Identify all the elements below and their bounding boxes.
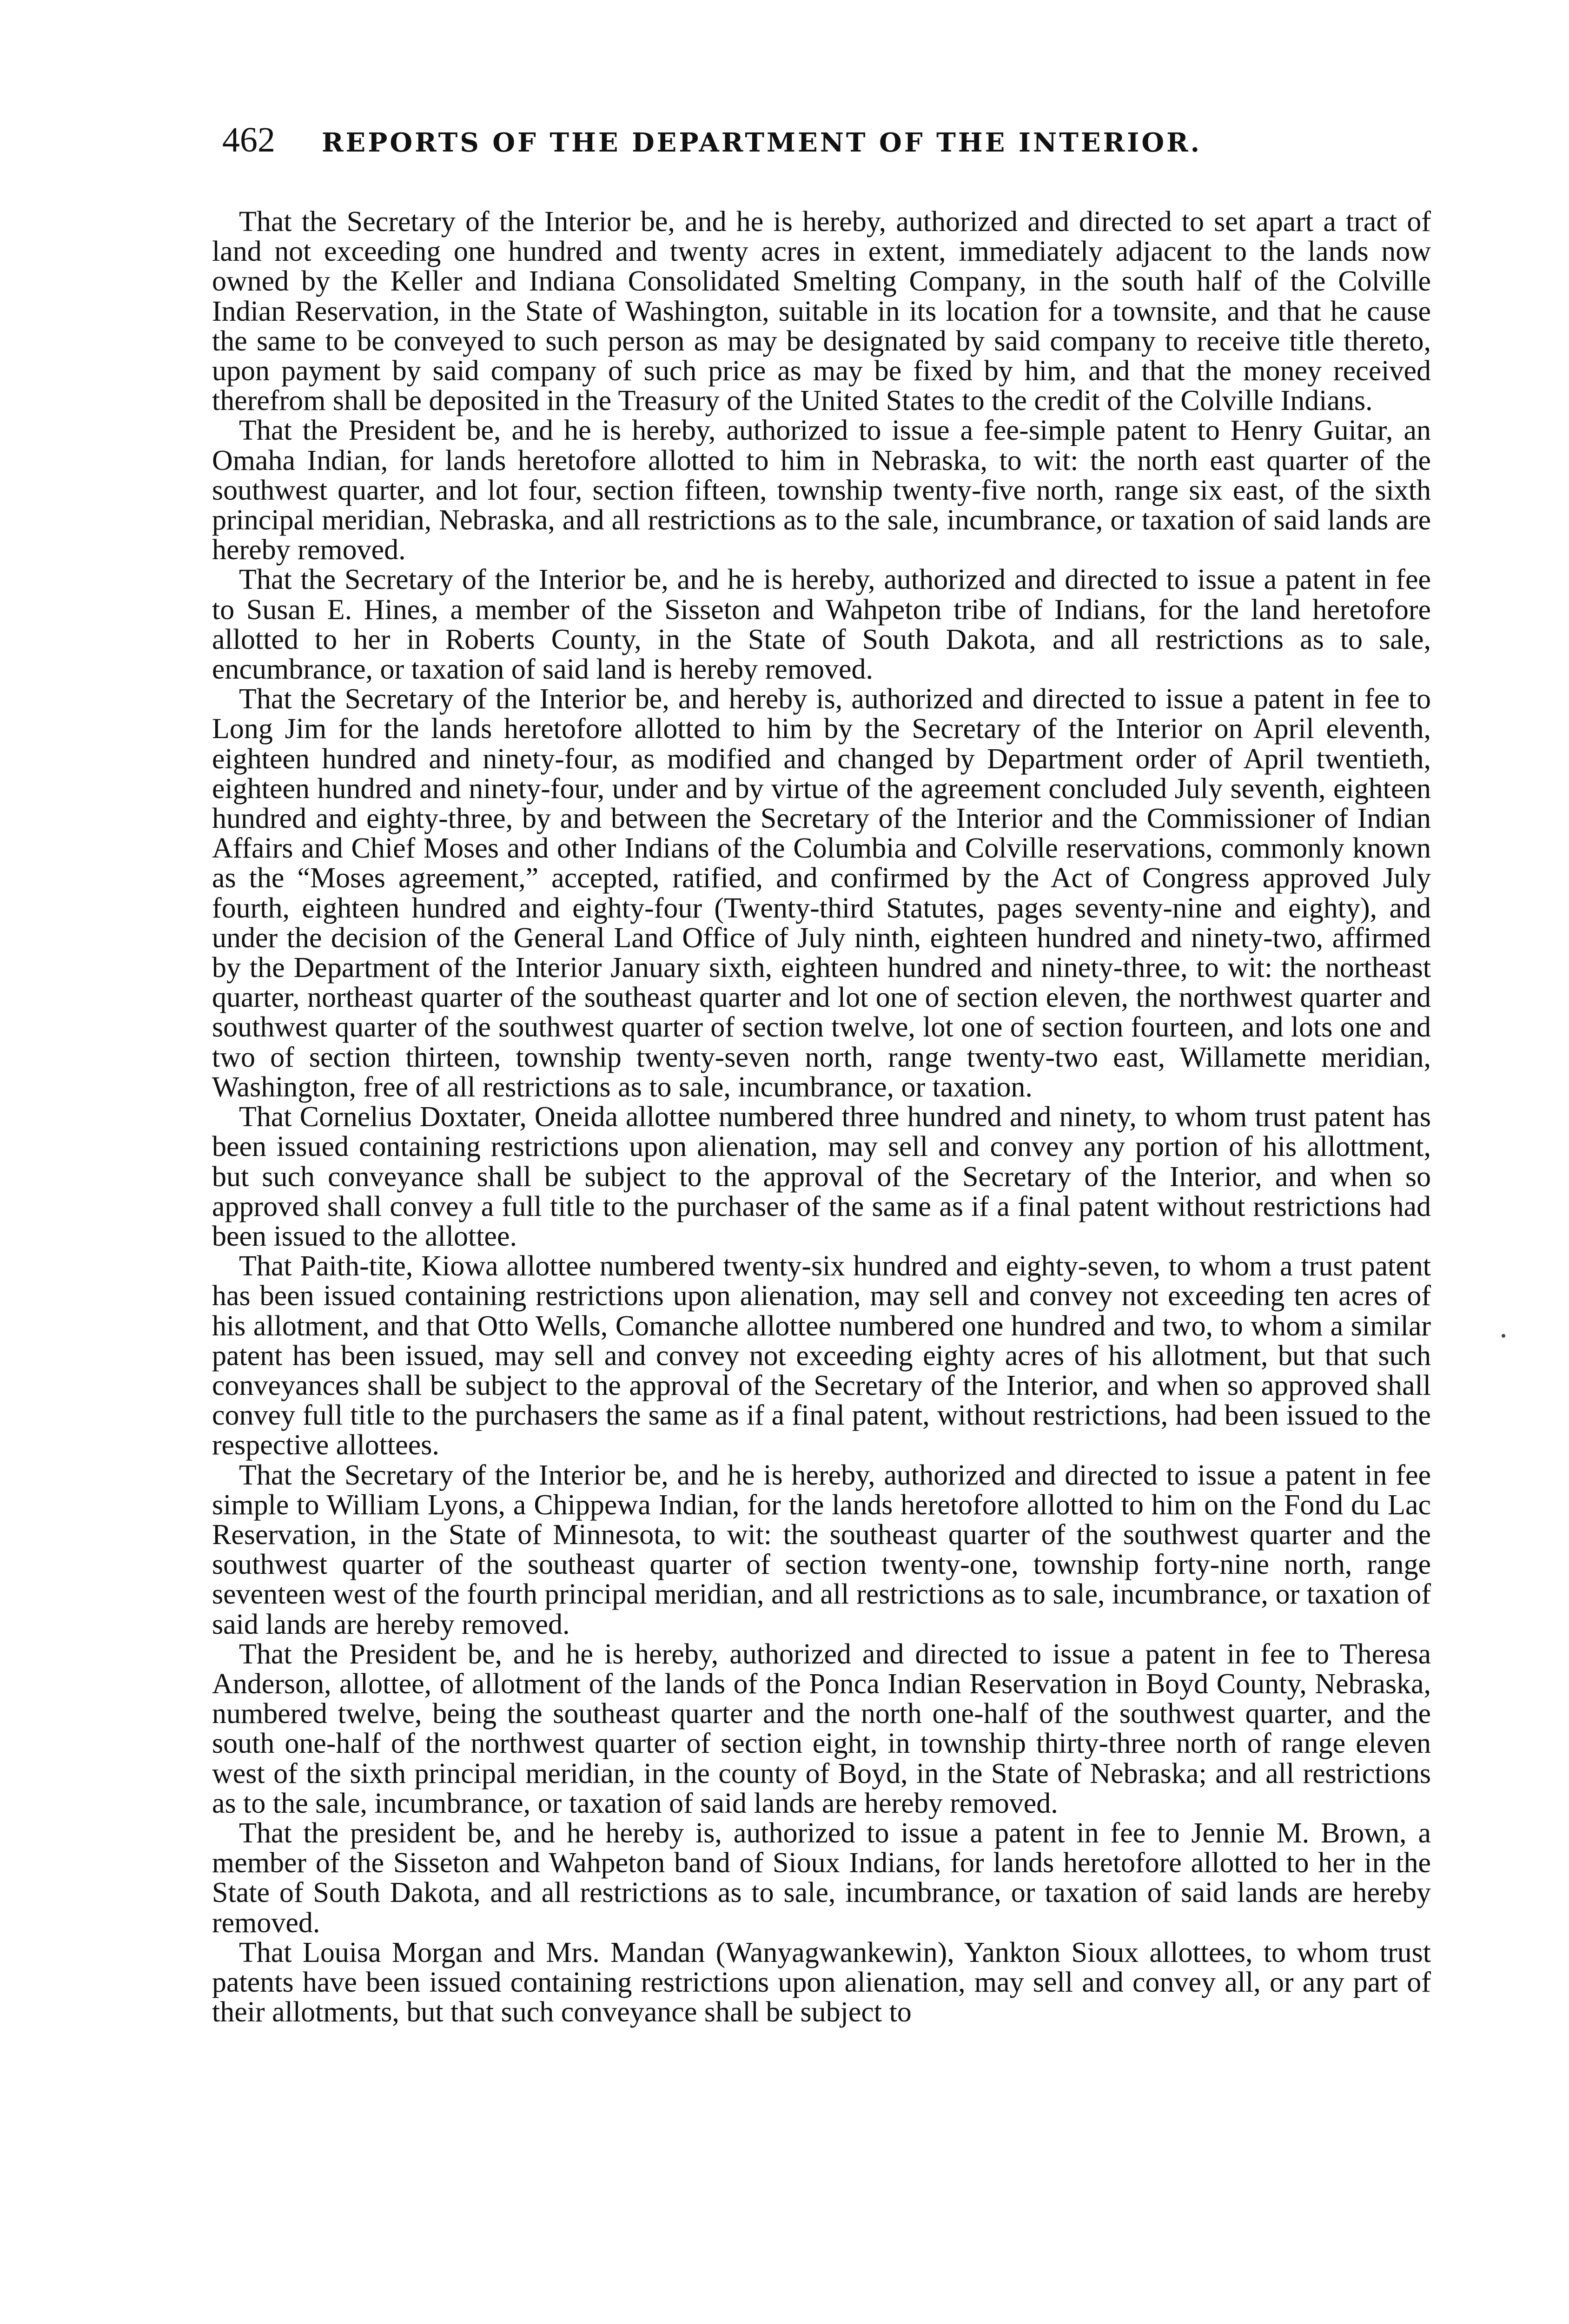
paragraph-long-jim: That the Secretary of the Interior be, and hereby is, authorized and directed to issue a patent in fee to Long Jim for the lands heretofore allotted to him by the Secretary of the Interior on April eleventh, eighteen hundred and ninety-four, as modified and changed by Department order of April twentieth, eighteen hundred and ninety-four, under and by virtue of the agreement concluded July seventh, eighteen hundred and eighty-three, by and between the Secretary of the Interior and the Commissioner of Indian Affairs and Chief Moses and other Indians of the Columbia and Colville reservations, commonly known as the “Moses agreement,” accepted, ratified, and confirmed by the Act of Congress approved July fourth, eighteen hundred and eighty-four (Twenty-third Statutes, pages seventy-nine and eighty), and under the decision of the General Land Office of July ninth, eighteen hundred and ninety-two, affirmed by the Department of the Interior January sixth, eighteen hundred and ninety-three, to wit: the northeast quarter, northeast quarter of the southeast quarter and lot one of section eleven, the northwest quarter and southwest quarter of the southwest quarter of section twelve, lot one of section fourteen, and lots one and two of section thirteen, township twenty-seven north, range twenty-two east, Willamette meridian, Washington, free of all restrictions as to sale, incumbrance, or taxation. — [212, 683, 1431, 1103]
body-text — [212, 207, 1431, 2308]
paragraph-jennie-brown: That the president be, and he hereby is, authorized to issue a patent in fee to Jennie M. Brown, a member of the Sisseton and Wahpeton band of Sioux Indians, for lands heretofore allotted to her in the State of South Dakota, and all restrictions as to sale, incumbrance, or taxation of said lands are hereby removed. — [212, 1817, 1431, 1939]
running-head: REPORTS OF THE DEPARTMENT OF THE INTERIOR. — [322, 127, 1202, 158]
paragraph-cornelius-doxtater: That Cornelius Doxtater, Oneida allottee numbered three hundred and ninety, to whom trust patent has been issued containing restrictions upon alienation, may sell and convey any portion of his allottment, but such conveyance shall be subject to the approval of the Secretary of the Interior, and when so approved shall convey a full title to the purchaser of the same as if a final patent without restrictions had been issued to the allottee. — [212, 1101, 1431, 1252]
paragraph-paith-tite: That Paith-tite, Kiowa allottee numbered twenty-six hundred and eighty-seven, to whom a trust patent has been issued containing restrictions upon alienation, may sell and convey not exceeding ten acres of his allotment, and that Otto Wells, Comanche allottee numbered one hundred and two, to whom a similar patent has been issued, may sell and convey not exceeding eighty acres of his allotment, but that such conveyances shall be subject to the approval of the Secretary of the Interior, and when so approved shall convey full title to the purchasers the same as if a final patent, without restrictions, had been issued to the respective allottees. — [212, 1250, 1431, 1461]
page-number: 462 — [222, 120, 275, 159]
paragraph-townsite-colville: That the Secretary of the Interior be, and he is hereby, authorized and directed to set apart a tract of land not exceeding one hundred and twenty acres in extent, immediately adjacent to the lands now owned by the Keller and Indiana Consolidated Smelting Company, in the south half of the Colville Indian Reservation, in the State of Washington, suitable in its location for a townsite, and that he cause the same to be conveyed to such person as may be designated by said company to receive title thereto, upon payment by said company of such price as may be fixed by him, and that the money received therefrom shall be deposited in the Treasury of the United States to the credit of the Colville Indians. — [212, 207, 1431, 417]
paragraph-susan-hines: That the Secretary of the Interior be, and he is hereby, authorized and directed to issue a patent in fee to Susan E. Hines, a member of the Sisseton and Wahpeton tribe of Indians, for the land heretofore allotted to her in Roberts County, in the State of South Dakota, and all restrictions as to sale, encumbrance, or taxation of said land is hereby removed. — [212, 564, 1431, 686]
paragraph-theresa-anderson: That the President be, and he is hereby, authorized and directed to issue a patent in fee to Theresa Anderson, allottee, of allotment of the lands of the Ponca Indian Reservation in Boyd County, Nebraska, numbered twelve, being the southeast quarter and the north one-half of the southwest quarter, and the south one-half of the northwest quarter of section eight, in township thirty-three north of range eleven west of the sixth principal meridian, in the county of Boyd, in the State of Nebraska; and all restrictions as to the sale, incumbrance, or taxation of said lands are hereby removed. — [212, 1638, 1431, 1819]
ink-speck — [1502, 1334, 1505, 1338]
paragraph-william-lyons: That the Secretary of the Interior be, and he is hereby, authorized and directed to issue a patent in fee simple to William Lyons, a Chippewa Indian, for the lands heretofore allotted to him on the Fond du Lac Reservation, in the State of Minnesota, to wit: the southeast quarter of the southwest quarter and the southwest quarter of the southeast quarter of section twenty-one, township forty-nine north, range seventeen west of the fourth principal meridian, and all restrictions as to sale, incumbrance, or taxation of said lands are hereby removed. — [212, 1459, 1431, 1640]
page-header — [222, 120, 1310, 171]
paragraph-louisa-morgan: That Louisa Morgan and Mrs. Mandan (Wanyagwankewin), Yankton Sioux allottees, to whom trust patents have been issued containing restrictions upon alienation, may sell and convey all, or any part of their allotments, but that such conveyance shall be subject to — [212, 1936, 1431, 2028]
paragraph-henry-guitar: That the President be, and he is hereby, authorized to issue a fee-simple patent to Henry Guitar, an Omaha Indian, for lands heretofore allotted to him in Nebraska, to wit: the north east quarter of the southwest quarter, and lot four, section fifteen, township twenty-five north, range six east, of the sixth principal meridian, Nebraska, and all restrictions as to the sale, incumbrance, or taxation of said lands are hereby removed. — [212, 415, 1431, 566]
